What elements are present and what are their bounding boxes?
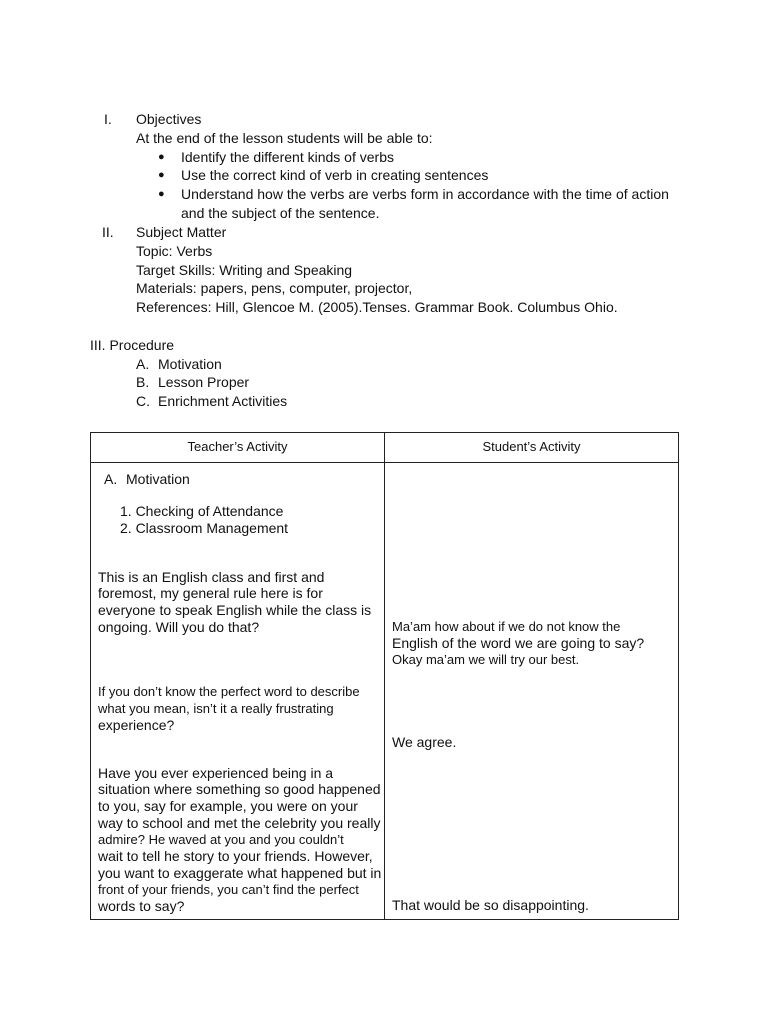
teacher-line: everyone to speak English while the class is (98, 602, 372, 618)
procedure-letter: C. (136, 393, 150, 409)
objective-item: ● Use the correct kind of verb in creating sentences (181, 166, 488, 185)
student-activity-cell (385, 463, 679, 920)
student-activity-header: Student’s Activity (385, 433, 679, 463)
section-1-intro: At the end of the lesson students will be able to: (136, 130, 433, 146)
topic-line: Topic: Verbs (136, 243, 213, 259)
teacher-line: foremost, my general rule here is for (98, 585, 323, 601)
teacher-line: situation where something so good happened (98, 781, 381, 797)
activity-table (90, 432, 679, 920)
teacher-line: front of your friends, you can’t find the perfect (98, 882, 359, 897)
teacher-line: you want to exaggerate what happened but in (98, 865, 382, 881)
student-response: We agree. (392, 734, 457, 750)
student-line: Okay ma’am we will try our best. (392, 652, 580, 667)
teacher-line: If you don’t know the perfect word to describe (98, 684, 360, 699)
teacher-line: ongoing. Will you do that? (98, 619, 260, 635)
objective-item: ● Identify the different kinds of verbs (181, 148, 394, 167)
section-3-title: III. Procedure (90, 337, 175, 353)
table-header-row (91, 433, 679, 463)
step-item: 2. Classroom Management (120, 520, 289, 536)
teacher-line: This is an English class and first and (98, 569, 325, 585)
materials-line: Materials: papers, pens, computer, projector, (136, 280, 413, 296)
section-1-title: Objectives (136, 111, 202, 127)
teacher-line: words to say? (98, 898, 185, 914)
teacher-line: way to school and met the celebrity you really (98, 815, 381, 831)
references-line: References: Hill, Glencoe M. (2005).Tenses. Grammar Book. Columbus Ohio. (136, 299, 618, 315)
objective-item-continuation: and the subject of the sentence. (181, 205, 380, 221)
motivation-letter: A. (104, 471, 118, 487)
teacher-line: admire? He waved at you and you couldn’t (98, 832, 344, 847)
student-line: English of the word we are going to say? (392, 635, 645, 651)
step-item: 1. Checking of Attendance (120, 503, 284, 519)
teacher-activity-header: Teacher’s Activity (91, 433, 385, 463)
teacher-line: wait to tell he story to your friends. However, (98, 848, 373, 864)
student-line: Ma’am how about if we do not know the (392, 619, 621, 634)
student-response: That would be so disappointing. (392, 897, 589, 913)
teacher-activity-cell (91, 463, 385, 920)
table-row (91, 463, 679, 920)
procedure-item: Enrichment Activities (158, 393, 288, 409)
skills-line: Target Skills: Writing and Speaking (136, 262, 353, 278)
procedure-letter: A. (136, 356, 150, 372)
section-1-numeral: I. (104, 111, 112, 127)
procedure-item: Lesson Proper (158, 374, 250, 390)
section-2-title: Subject Matter (136, 224, 227, 240)
teacher-line: to you, say for example, you were on your (98, 798, 358, 814)
teacher-line: experience? (98, 717, 175, 733)
procedure-item: Motivation (158, 356, 222, 372)
motivation-heading: Motivation (126, 471, 190, 487)
teacher-line: what you mean, isn’t it a really frustrating (98, 701, 334, 716)
objective-item: ● Understand how the verbs are verbs form in accordance with the time of action (181, 185, 669, 204)
teacher-line: Have you ever experienced being in a (98, 765, 334, 781)
procedure-letter: B. (136, 374, 150, 390)
section-2-numeral: II. (102, 224, 114, 240)
